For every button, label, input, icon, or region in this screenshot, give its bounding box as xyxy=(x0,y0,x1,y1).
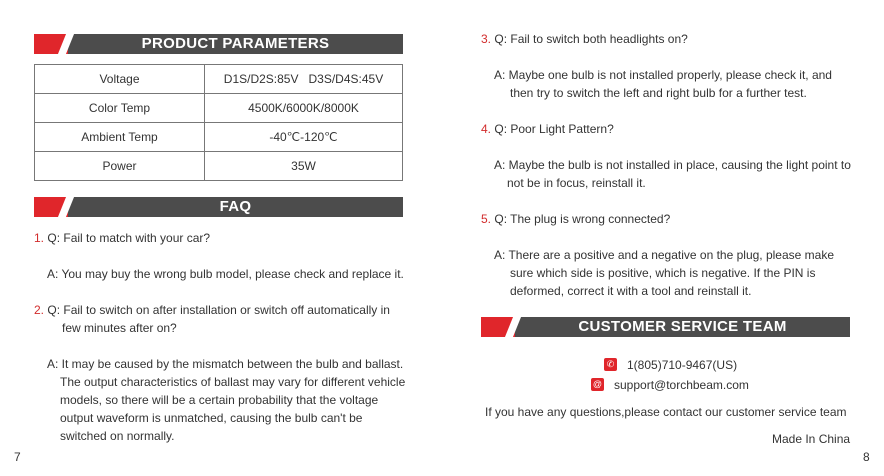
faq-1-question: 1. Q: Fail to match with your car? xyxy=(34,231,211,245)
customer-service-title: CUSTOMER SERVICE TEAM xyxy=(578,318,787,335)
contact-note: If you have any questions,please contact our customer service team xyxy=(485,405,847,419)
table-row xyxy=(35,123,403,152)
faq-2-question: 2. Q: Fail to switch on after installation or switch off automatically in xyxy=(34,303,390,317)
faq-number: 2. xyxy=(34,303,45,317)
faq-3-answer-cont: then try to switch the left and right bulb for a further test. xyxy=(510,86,807,100)
faq-number: 3. xyxy=(481,32,492,46)
param-value: 4500K/6000K/8000K xyxy=(205,94,403,123)
page-number-left: 7 xyxy=(14,450,21,464)
table-row xyxy=(35,94,403,123)
faq-number: 1. xyxy=(34,231,45,245)
phone-number: 1(805)710-9467(US) xyxy=(627,358,738,372)
faq-2-answer-cont: models, so there will be a certain probability that the voltage xyxy=(60,393,379,407)
faq-4-answer: A: Maybe the bulb is not installed in place, causing the light point to xyxy=(494,158,851,172)
param-label: Voltage xyxy=(35,65,205,94)
param-label: Ambient Temp xyxy=(35,123,205,152)
faq-5-answer: A: There are a positive and a negative on the plug, please make xyxy=(494,248,835,262)
faq-number: 5. xyxy=(481,212,492,226)
param-value: D1S/D2S:85V D3S/D4S:45V xyxy=(205,65,403,94)
product-parameters-title: PRODUCT PARAMETERS xyxy=(141,35,330,52)
faq-title: FAQ xyxy=(219,198,252,215)
faq-5-answer-cont: sure which side is positive, which is negative. If the PIN is xyxy=(510,266,816,280)
product-parameters-header xyxy=(34,34,403,54)
faq-3-question: 3. Q: Fail to switch both headlights on? xyxy=(481,32,688,46)
table-row xyxy=(35,152,403,181)
email-icon: @ xyxy=(592,379,603,389)
faq-4-question: 4. Q: Poor Light Pattern? xyxy=(481,122,614,136)
phone-icon: ✆ xyxy=(604,358,617,371)
page-number-right: 8 xyxy=(863,450,870,464)
param-label: Color Temp xyxy=(35,94,205,123)
faq-2-answer-cont: The output characteristics of ballast may vary for different vehicle xyxy=(60,375,406,389)
customer-service-header xyxy=(481,317,850,337)
param-value: 35W xyxy=(205,152,403,181)
table-row xyxy=(35,65,403,94)
faq-1-answer: A: You may buy the wrong bulb model, please check and replace it. xyxy=(47,267,404,281)
made-in-label: Made In China xyxy=(772,432,851,446)
faq-2-question-cont: few minutes after on? xyxy=(62,321,177,335)
param-value: -40℃-120℃ xyxy=(205,123,403,152)
faq-3-answer: A: Maybe one bulb is not installed properly, please check it, and xyxy=(494,68,832,82)
faq-5-answer-cont: deformed, correct it with a tool and reinstall it. xyxy=(510,284,752,298)
faq-number: 4. xyxy=(481,122,492,136)
faq-5-question: 5. Q: The plug is wrong connected? xyxy=(481,212,671,226)
param-label: Power xyxy=(35,152,205,181)
faq-2-answer: A: It may be caused by the mismatch between the bulb and ballast. xyxy=(47,357,404,371)
faq-header xyxy=(34,197,403,217)
faq-2-answer-cont: switched on normally. xyxy=(60,429,175,443)
faq-4-answer-cont: not be in focus, reinstall it. xyxy=(507,176,646,190)
parameters-table xyxy=(34,64,403,181)
faq-2-answer-cont: output waveform is unmatched, causing the bulb can't be xyxy=(60,411,363,425)
support-email: support@torchbeam.com xyxy=(614,378,749,392)
